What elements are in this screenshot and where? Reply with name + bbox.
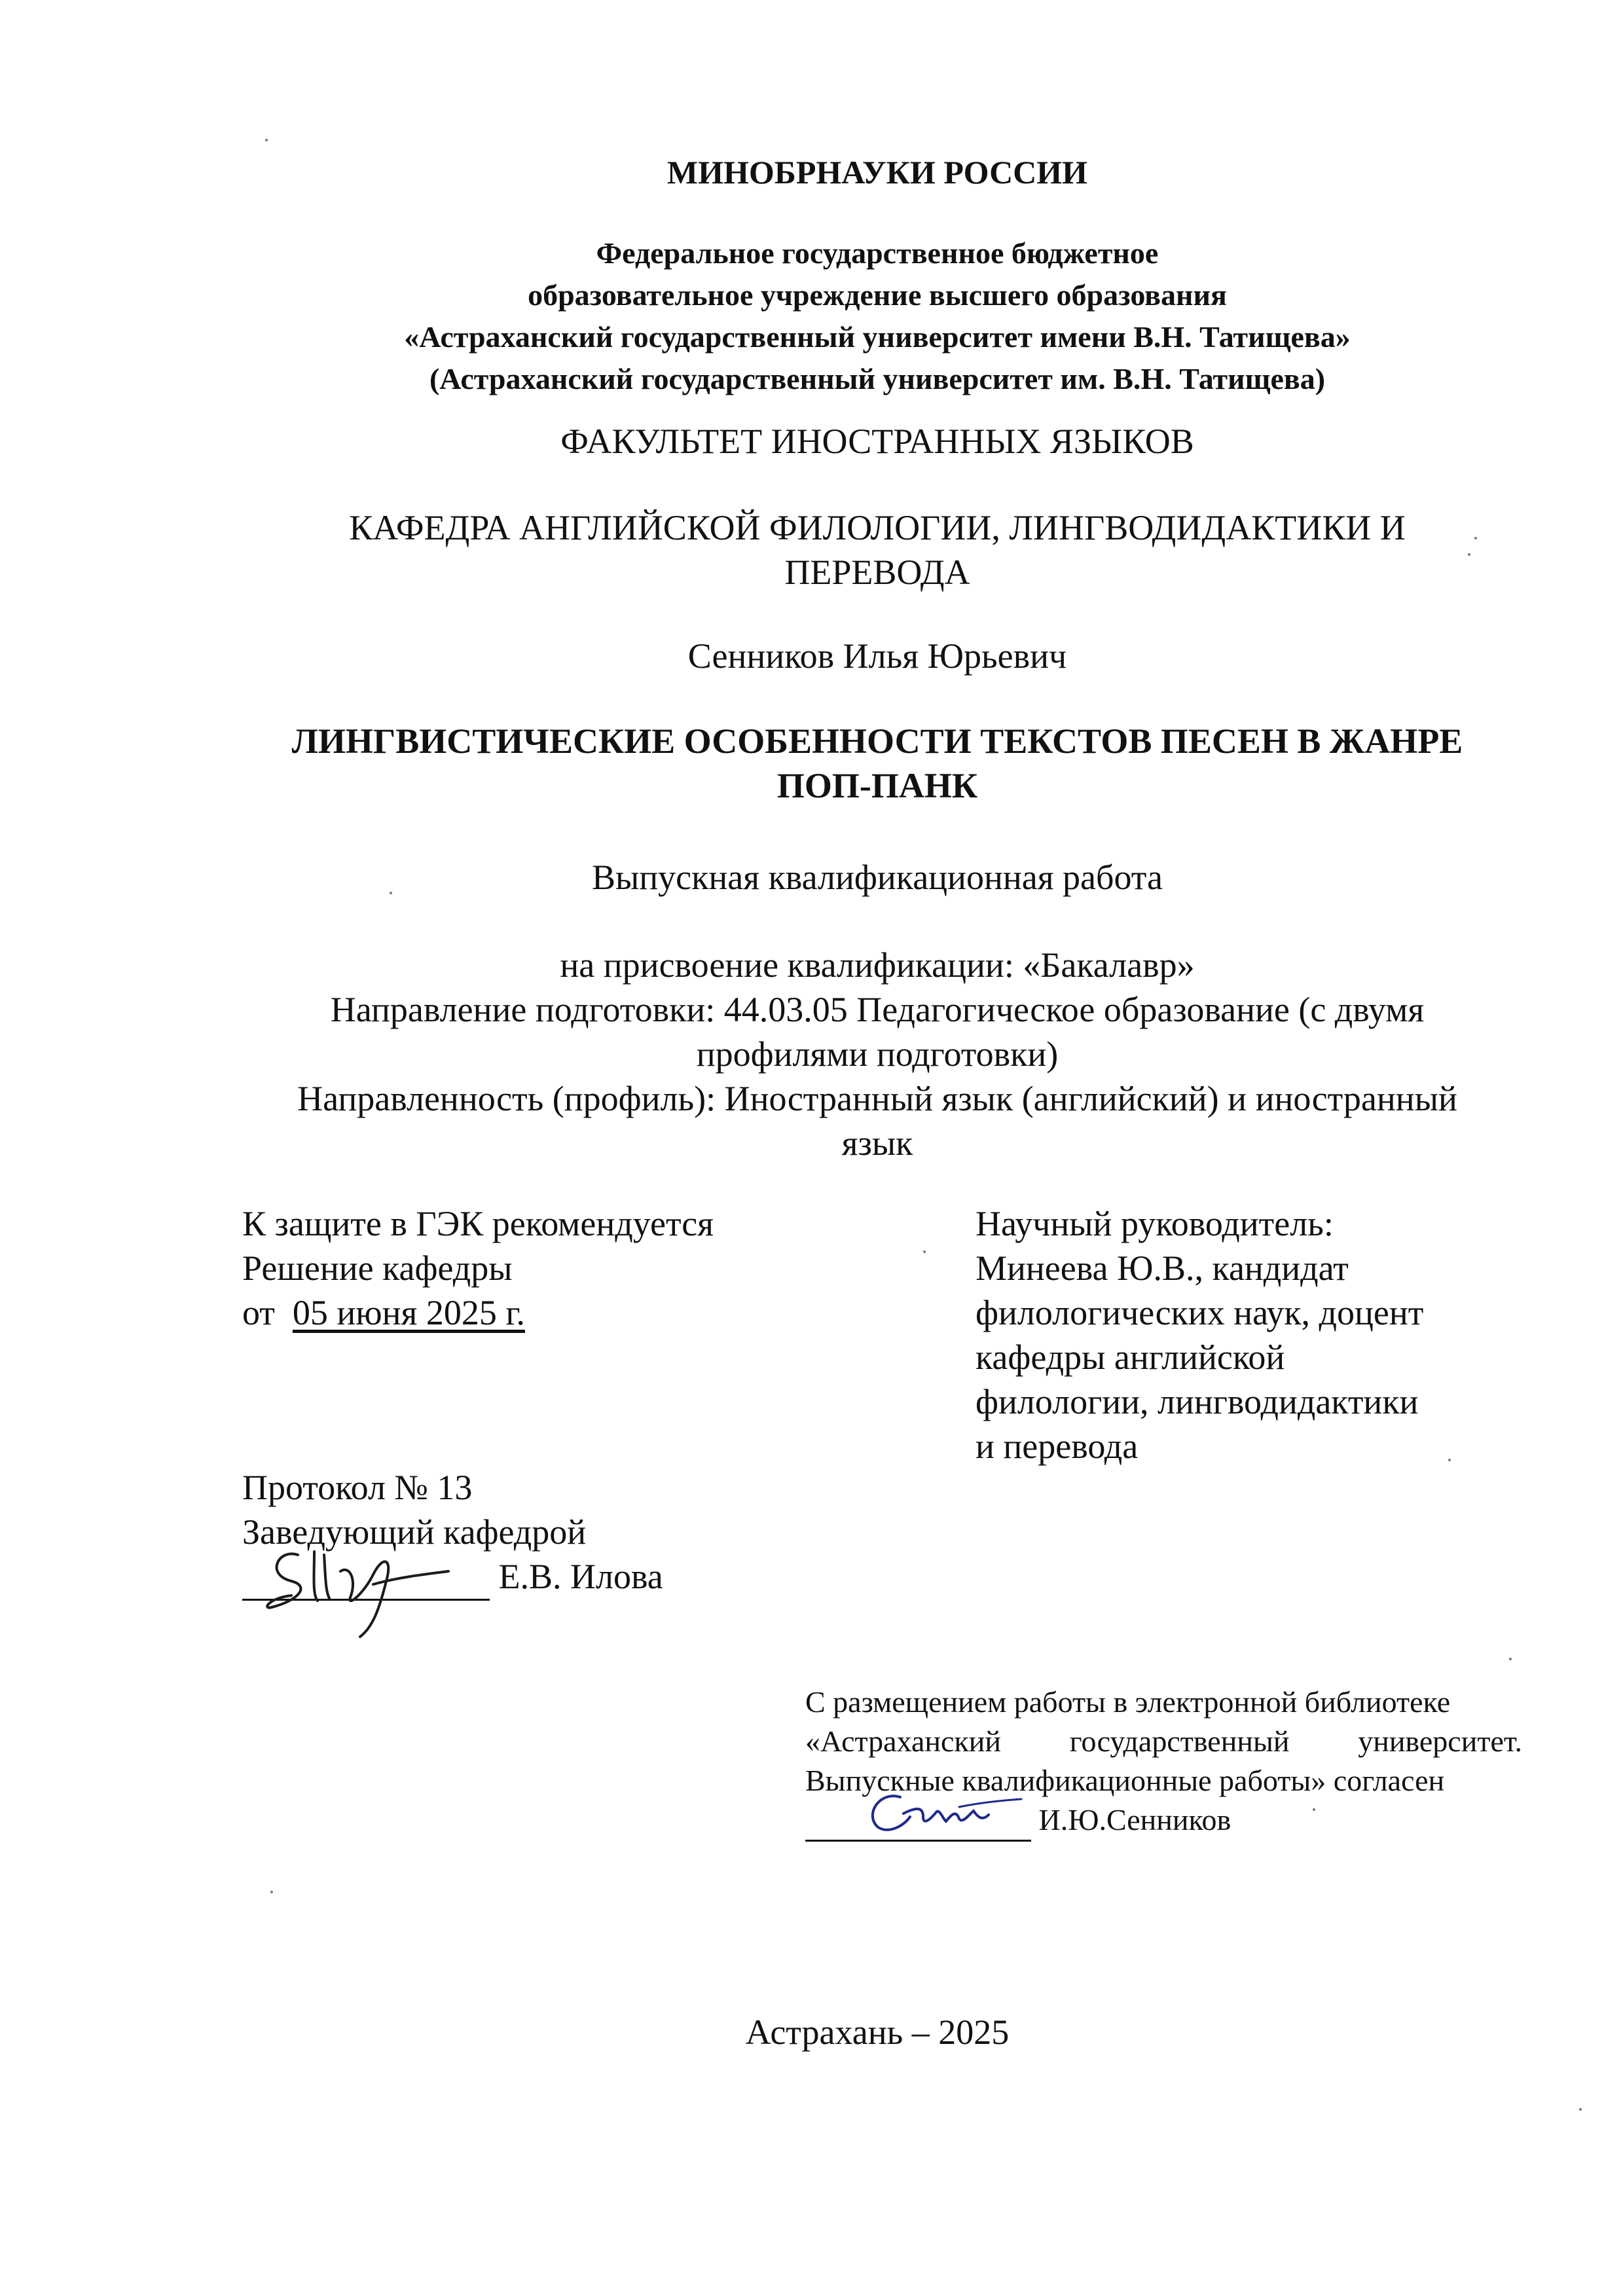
institution-line: (Астраханский государственный университет им. В.Н. Татищева): [429, 362, 1326, 395]
scan-speck: [1474, 537, 1477, 539]
supervisor-block: [976, 1201, 1423, 1468]
thesis-title-line: ПОП-ПАНК: [776, 766, 978, 805]
qualification-line: Направление подготовки: 44.03.05 Педагогическое образование (с двумя: [330, 990, 1425, 1029]
scan-speck: [265, 139, 268, 141]
head-label: Заведующий кафедрой: [242, 1512, 587, 1552]
qualification-block: [196, 943, 1558, 1165]
qualification-line: на присвоение квалификации: «Бакалавр»: [560, 945, 1195, 985]
consent-name: И.Ю.Сенников: [1038, 1803, 1231, 1836]
department-line: ПЕРЕВОДА: [784, 553, 970, 592]
author-name: Сенников Илья Юрьевич: [687, 636, 1067, 676]
scan-speck: [1509, 1658, 1512, 1660]
defense-decision: Решение кафедры: [242, 1248, 513, 1288]
scan-speck: [1468, 553, 1470, 556]
department: [196, 505, 1558, 594]
scan-speck: [1579, 2108, 1582, 2111]
consent-line: «Астраханский государственный университет.: [805, 1724, 1522, 1758]
thesis-title-line: ЛИНГВИСТИЧЕСКИЕ ОСОБЕННОСТИ ТЕКСТОВ ПЕСЕН В ЖАНРЕ: [291, 721, 1463, 761]
scan-speck: [923, 1250, 926, 1253]
supervisor-line: филологии, лингводидактики: [976, 1382, 1419, 1421]
scan-speck: [390, 892, 392, 894]
defense-date-line: [242, 1290, 714, 1335]
institution-line: «Астраханский государственный университет имени В.Н. Татищева»: [404, 320, 1351, 354]
supervisor-line: и перевода: [976, 1427, 1139, 1466]
institution-line: образовательное учреждение высшего образования: [528, 278, 1227, 312]
protocol-number: Протокол № 13: [242, 1468, 473, 1507]
defense-date-prefix: от: [242, 1293, 275, 1332]
scan-speck: [1448, 1459, 1451, 1461]
consent-line: Выпускные квалификационные работы» согласен: [805, 1764, 1445, 1797]
department-line: КАФЕДРА АНГЛИЙСКОЙ ФИЛОЛОГИИ, ЛИНГВОДИДАКТИКИ И: [349, 508, 1406, 547]
work-type: Выпускная квалификационная работа: [591, 858, 1163, 897]
author-signature: [861, 1781, 1031, 1846]
city-year: Астрахань – 2025: [745, 2013, 1010, 2052]
scan-speck: [1313, 1808, 1315, 1811]
supervisor-label: Научный руководитель:: [976, 1204, 1334, 1243]
supervisor-line: Минеева Ю.В., кандидат: [976, 1248, 1349, 1288]
qualification-line: профилями подготовки): [696, 1034, 1059, 1074]
qualification-line: язык: [841, 1123, 913, 1163]
supervisor-line: кафедры английской: [976, 1338, 1285, 1377]
head-signature: [252, 1535, 468, 1640]
ministry: МИНОБРНАУКИ РОССИИ: [666, 154, 1088, 191]
consent-line: С размещением работы в электронной библиотеке: [805, 1685, 1451, 1719]
institution-line: Федеральное государственное бюджетное: [596, 236, 1159, 270]
defense-block: [242, 1201, 714, 1335]
head-name: Е.В. Илова: [498, 1557, 663, 1596]
institution-block: [196, 232, 1558, 400]
defense-recommend: К защите в ГЭК рекомендуется: [242, 1204, 714, 1243]
defense-date: 05 июня 2025 г.: [292, 1293, 525, 1332]
qualification-line: Направленность (профиль): Иностранный язык (английский) и иностранный: [297, 1079, 1457, 1118]
thesis-title: [196, 719, 1558, 808]
supervisor-line: филологических наук, доцент: [976, 1293, 1424, 1332]
faculty: ФАКУЛЬТЕТ ИНОСТРАННЫХ ЯЗЫКОВ: [560, 422, 1194, 461]
scan-speck: [270, 1891, 273, 1893]
